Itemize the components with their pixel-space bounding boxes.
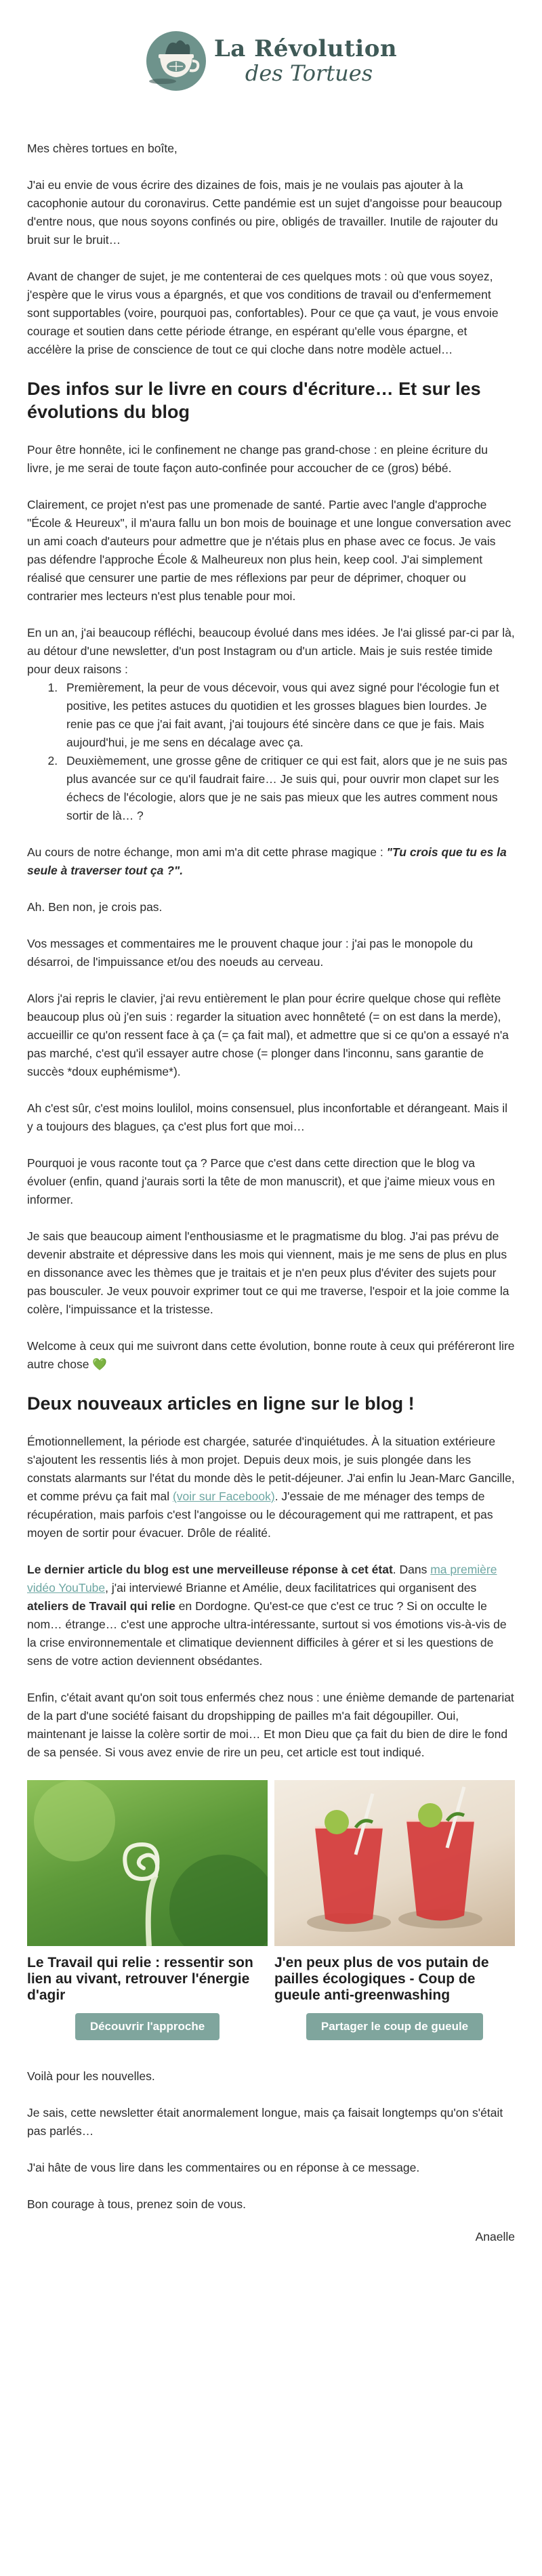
- book-paragraph-9: Pourquoi je vous raconte tout ça ? Parce que c'est dans cette direction que le blog va évoluer (enfin, quand j'aurais sorti la tête de mon manuscrit), et que j'aime mieux vous en informer.: [27, 1156, 495, 1206]
- text-span: . Dans: [392, 1563, 431, 1576]
- book-paragraph-8: Ah c'est sûr, c'est moins loulilol, moins consensuel, plus inconfortable et dérangeant. Mais il y a toujours des blagues, ça c'est plus fort que moi…: [27, 1101, 507, 1133]
- closing-paragraph-4: Bon courage à tous, prenez soin de vous.: [27, 2197, 246, 2211]
- book-paragraph-5: Ah. Ben non, je crois pas.: [27, 900, 163, 914]
- discover-approach-button[interactable]: Découvrir l'approche: [75, 2013, 220, 2040]
- list-item: 1. Premièrement, la peur de vous décevoir, vous qui avez signé pour l'écologie fun et positive, les petites astuces du quotidien et les grosses blagues bien lourdes. Je renie pas ce que j'ai fait avant, j'ai toujours été sincère dans ce que je fais. Mais aujourd'hui, je me sens en décalage avec ça.: [61, 679, 515, 752]
- green-heart-icon: 💚: [92, 1357, 108, 1371]
- bold-text: ateliers de Travail qui relie: [27, 1599, 175, 1613]
- button-wrap: [274, 2013, 515, 2040]
- text-span: , j'ai interviewé Brianne et Amélie, deux facilitatrices qui organisent des: [105, 1581, 477, 1595]
- closing-paragraph-3: J'ai hâte de vous lire dans les commentaires ou en réponse à ce message.: [27, 2161, 420, 2174]
- signature: Anaelle: [475, 2230, 515, 2243]
- article-title[interactable]: J'en peux plus de vos putain de pailles écologiques - Coup de gueule anti-greenwashing: [274, 1955, 489, 2003]
- book-paragraph-3: En un an, j'ai beaucoup réfléchi, beaucoup évolué dans mes idées. Je l'ai glissé par-ci par là, au détour d'une newsletter, d'un post Instagram ou d'un article. Mais je suis restée timide pour deux raisons :: [27, 626, 515, 676]
- book-paragraph-11: [27, 1337, 515, 1374]
- book-paragraph-6: Vos messages et commentaires me le prouvent chaque jour : j'ai pas le monopole du désarroi, de l'impuissance et/ou des noeuds au cerveau.: [27, 937, 474, 969]
- article-cards: [27, 1780, 515, 2040]
- article-image-drinks[interactable]: [274, 1780, 515, 1946]
- header: [27, 0, 515, 115]
- welcome-text: Welcome à ceux qui me suivront dans cette évolution, bonne route à ceux qui préféreront lire autre chose: [27, 1339, 515, 1371]
- section-heading-articles: Deux nouveaux articles en ligne sur le blog !: [27, 1393, 415, 1414]
- magic-quote: "Tu crois que tu es la seule à traverser tout ça ?".: [27, 845, 507, 877]
- brand-line-1: La Révolution: [213, 35, 398, 62]
- articles-paragraph-2: [27, 1561, 515, 1670]
- bold-text: Le dernier article du blog est une merveilleuse réponse à cet état: [27, 1563, 393, 1576]
- articles-paragraph-3: Enfin, c'était avant qu'on soit tous enfermés chez nous : une énième demande de partenariat de la part d'une société faisant du dropshipping de pailles m'a fait dégoupiller. Oui, maintenant je laisse la colère sortir de moi… Et mon Dieu que ça fait du bien de dire le fond de sa pensée. Si vous avez envie de rire un peu, cet article est tout indiqué.: [27, 1691, 514, 1759]
- article-title[interactable]: Le Travail qui relie : ressentir son lien au vivant, retrouver l'énergie d'agir: [27, 1955, 253, 2003]
- text-span: . J'essaie de me ménager des temps de récupération, mais parfois c'est l'angoisse ou le découragement qui me rattrapent, et pas moyen de sortir pour évacuer. Drôle de réalité.: [27, 1490, 493, 1540]
- articles-paragraph-1: [27, 1433, 515, 1542]
- article-card: [27, 1780, 268, 2040]
- fern-spiral-icon: [27, 1780, 268, 1946]
- book-paragraph-2: Clairement, ce projet n'est pas une promenade de santé. Partie avec l'angle d'approche "École & Heureux", il m'aura fallu un bon mois de bouinage et une longue conversation avec un ami coach d'auteurs pour admettre que je n'étais plus en phase avec ce focus. Je vais pas défendre l'approche École & Malheureux non plus hein, keep cool. J'ai simplement réalisé que censurer une partie de mes réflexions par peur de déprimer, choquer ou contrarier mes lecteurs n'est plus tenable pour moi.: [27, 498, 512, 603]
- closing-paragraph-1: Voilà pour les nouvelles.: [27, 2069, 155, 2083]
- book-paragraph-10: Je sais que beaucoup aiment l'enthousiasme et le pragmatisme du blog. J'ai pas prévu de devenir abstraite et dépressive dans les mois qui viennent, mais je me sens de plus en plus en dissonance avec les thèmes que je traitais et je n'en peux plus d'éviter des sujets pour pas bousculer. Je veux pouvoir exprimer tout ce qui me traverse, l'espoir et la joie comme la colère, l'impuissance et la tristesse.: [27, 1229, 509, 1316]
- book-paragraph-1: Pour être honnête, ici le confinement ne change pas grand-chose : en pleine écriture du livre, je me serai de toute façon auto-confinée pour accoucher de ce (gros) bébé.: [27, 443, 488, 475]
- text-span: en Dordogne. Qu'est-ce que c'est ce truc ? Si on occulte le nom… étrange… c'est une approche ultra-intéressante, surtout si vos émotions vis-à-vis de la crise environnementale et climatique deviennent difficiles à gérer et si les questions de sens de votre action deviennent obsédantes.: [27, 1599, 507, 1668]
- list-item: 2. Deuxièmement, une grosse gêne de critiquer ce qui est fait, alors que je ne suis pas plus avancée sur ce qu'il faudrait faire… Je suis qui, pour ouvrir mon clapet sur les échecs de l'écologie, alors que je ne sais pas mieux que les autres comment nous sortir de là… ?: [61, 752, 515, 825]
- brand-line-2: des Tortues: [245, 60, 373, 86]
- closing-paragraph-2: Je sais, cette newsletter était anormalement longue, mais ça faisait longtemps qu'on s'était pas parlés…: [27, 2106, 503, 2138]
- turtle-cup-logo-icon: [145, 30, 207, 92]
- facebook-link[interactable]: (voir sur Facebook): [172, 1490, 275, 1503]
- article-image-spiral[interactable]: [27, 1780, 268, 1946]
- quote-lead: Au cours de notre échange, mon ami m'a dit cette phrase magique :: [27, 845, 387, 859]
- text-span: Émotionnellement, la période est chargée, saturée d'inquiétudes. À la situation extérieure s'ajoutent les ressentis liés à mon projet. Depuis deux mois, je suis plongée dans les constats alarmants sur l'état du monde dès le petit-déjeuner. J'ai enfin lu Jean-Marc Gancille, et comme prévu ça fait mal: [27, 1435, 515, 1503]
- section-heading-book: Des infos sur le livre en cours d'écriture… Et sur les évolutions du blog: [27, 379, 481, 422]
- button-wrap: [27, 2013, 268, 2040]
- greeting: Mes chères tortues en boîte,: [27, 142, 178, 155]
- reasons-list: [27, 679, 515, 825]
- intro-paragraph-2: Avant de changer de sujet, je me contenterai de ces quelques mots : où que vous soyez, j'espère que le virus vous a épargnés, et que vos conditions de travail ou d'enfermement sont supportables (voire, pourquoi pas, confortables). Pour ce que ça vaut, je vous envoie courage et soutien dans cette période étrange, en espérant qu'elle vous épargne, et accélère la prise de conscience de tout ce qui cloche dans notre modèle actuel…: [27, 270, 499, 356]
- brand-name: [214, 37, 397, 85]
- book-paragraph-7: Alors j'ai repris le clavier, j'ai revu entièrement le plan pour écrire quelque chose qui reflète beaucoup plus où j'en suis : regarder la situation avec honnêteté (= on est dans la merde), accueillir ce qu'on ressent face à ça (= ça fait mal), et admettre que si ce qu'on a essayé n'a pas marché, c'est qu'il essayer autre chose (= plonger dans l'inconnu, sans garantie de succès *doux euphémisme*).: [27, 992, 509, 1078]
- share-rant-button[interactable]: Partager le coup de gueule: [306, 2013, 483, 2040]
- article-card: [274, 1780, 515, 2040]
- youtube-video-link[interactable]: ma première vidéo YouTube: [27, 1563, 497, 1595]
- drinks-with-straws-icon: [274, 1780, 515, 1946]
- intro-paragraph-1: J'ai eu envie de vous écrire des dizaines de fois, mais je ne voulais pas ajouter à la cacophonie autour du coronavirus. Cette pandémie est un sujet d'angoisse pour beaucoup d'entre nous, que nous soyons confinés ou pire, obligés de travailler. Inutile de rajouter du bruit sur le bruit…: [27, 178, 502, 247]
- brand-logo[interactable]: [145, 30, 397, 92]
- book-paragraph-4: [27, 843, 515, 880]
